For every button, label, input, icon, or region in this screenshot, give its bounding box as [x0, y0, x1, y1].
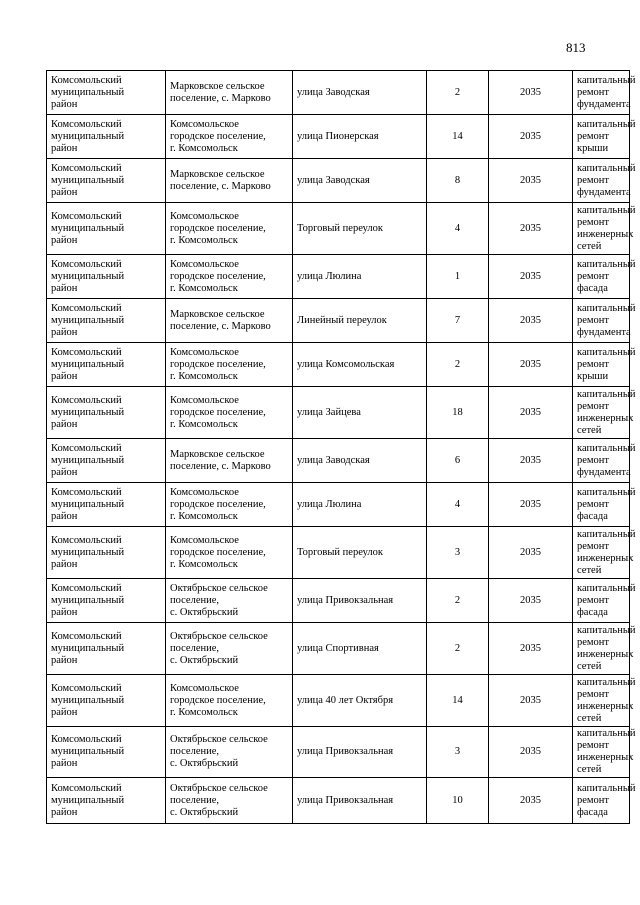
- district-cell-text: Комсомольский муниципальный район: [51, 630, 125, 666]
- district-cell: [47, 439, 166, 483]
- district-cell: [47, 675, 166, 727]
- table-row: [47, 675, 630, 727]
- house-number-cell: [427, 727, 489, 778]
- year-cell: [489, 387, 573, 439]
- settlement-cell-text: Комсомольское городское поселение, г. Комсомольск: [170, 210, 266, 246]
- year-cell-text: 2035: [520, 314, 541, 326]
- year-cell: [489, 115, 573, 159]
- district-cell: [47, 255, 166, 299]
- street-cell-text: улица 40 лет Октября: [297, 694, 394, 706]
- year-cell-text: 2035: [520, 498, 541, 510]
- house-number-cell-text: 2: [454, 594, 461, 606]
- house-number-cell-text: 7: [454, 314, 461, 326]
- house-number-cell: [427, 527, 489, 579]
- district-cell-text: Комсомольский муниципальный район: [51, 346, 125, 382]
- street-cell-text: Торговый переулок: [297, 546, 383, 558]
- settlement-cell-text: Октябрьское сельское поселение, с. Октябрьский: [170, 734, 268, 769]
- table-row: [47, 159, 630, 203]
- district-cell-text: Комсомольский муниципальный район: [51, 118, 125, 154]
- house-number-cell: [427, 159, 489, 203]
- house-number-cell: [427, 203, 489, 255]
- year-cell-text: 2035: [520, 746, 541, 757]
- year-cell-text: 2035: [520, 358, 541, 370]
- district-cell: [47, 159, 166, 203]
- work-type-cell: [573, 579, 636, 623]
- district-cell: [47, 387, 166, 439]
- work-type-cell: [573, 299, 636, 343]
- work-type-cell: [573, 675, 636, 727]
- year-cell: [489, 483, 573, 527]
- work-type-cell-text: капитальный ремонт инженерных сетей: [577, 204, 636, 252]
- district-cell: [47, 71, 166, 115]
- year-cell: [489, 675, 573, 727]
- year-cell-text: 2035: [520, 130, 541, 142]
- settlement-cell: [166, 159, 293, 203]
- year-cell: [489, 343, 573, 387]
- street-cell: [293, 623, 427, 675]
- house-number-cell: [427, 255, 489, 299]
- settlement-cell: [166, 387, 293, 439]
- house-number-cell-text: 1: [454, 270, 461, 282]
- street-cell: [293, 483, 427, 527]
- settlement-cell: [166, 71, 293, 115]
- work-type-cell: [573, 387, 636, 439]
- work-type-cell-text: капитальный ремонт фасада: [577, 782, 636, 818]
- settlement-cell: [166, 203, 293, 255]
- year-cell-text: 2035: [520, 454, 541, 466]
- district-cell-text: Комсомольский муниципальный район: [51, 734, 125, 769]
- year-cell: [489, 439, 573, 483]
- district-cell-text: Комсомольский муниципальный район: [51, 442, 125, 478]
- district-cell-text: Комсомольский муниципальный район: [51, 302, 125, 338]
- district-cell: [47, 483, 166, 527]
- work-type-cell-text: капитальный ремонт фасада: [577, 486, 636, 522]
- house-number-cell: [427, 778, 489, 824]
- year-cell-text: 2035: [520, 694, 541, 706]
- year-cell-text: 2035: [520, 270, 541, 282]
- table-row: [47, 579, 630, 623]
- settlement-cell-text: Комсомольское городское поселение, г. Комсомольск: [170, 258, 266, 294]
- work-type-cell: [573, 439, 636, 483]
- settlement-cell: [166, 439, 293, 483]
- year-cell: [489, 255, 573, 299]
- house-number-cell: [427, 439, 489, 483]
- district-cell: [47, 203, 166, 255]
- settlement-cell-text: Октябрьское сельское поселение, с. Октябрьский: [170, 582, 268, 618]
- settlement-cell: [166, 623, 293, 675]
- table-row: [47, 439, 630, 483]
- year-cell: [489, 71, 573, 115]
- work-type-cell: [573, 623, 636, 675]
- street-cell: [293, 115, 427, 159]
- street-cell: [293, 203, 427, 255]
- district-cell-text: Комсомольский муниципальный район: [51, 258, 125, 294]
- house-number-cell-text: 10: [452, 794, 463, 806]
- district-cell: [47, 343, 166, 387]
- settlement-cell: [166, 299, 293, 343]
- settlement-cell-text: Комсомольское городское поселение, г. Комсомольск: [170, 346, 266, 382]
- table-row: [47, 299, 630, 343]
- year-cell: [489, 579, 573, 623]
- street-cell: [293, 255, 427, 299]
- settlement-cell: [166, 675, 293, 727]
- settlement-cell-text: Комсомольское городское поселение, г. Комсомольск: [170, 118, 266, 154]
- year-cell-text: 2035: [520, 546, 541, 558]
- work-type-cell-text: капитальный ремонт инженерных сетей: [577, 624, 636, 672]
- year-cell-text: 2035: [520, 406, 541, 418]
- work-type-cell: [573, 727, 636, 778]
- house-number-cell: [427, 675, 489, 727]
- settlement-cell-text: Марковское сельское поселение, с. Марково: [170, 448, 271, 472]
- district-cell-text: Комсомольский муниципальный район: [51, 782, 125, 818]
- house-number-cell: [427, 343, 489, 387]
- house-number-cell-text: 3: [454, 746, 461, 757]
- work-type-cell-text: капитальный ремонт фундамента: [577, 442, 636, 478]
- district-cell: [47, 727, 166, 778]
- settlement-cell: [166, 343, 293, 387]
- year-cell: [489, 203, 573, 255]
- settlement-cell: [166, 483, 293, 527]
- street-cell-text: улица Комсомольская: [297, 358, 395, 370]
- year-cell: [489, 299, 573, 343]
- house-number-cell-text: 3: [454, 546, 461, 558]
- house-number-cell-text: 6: [454, 454, 461, 466]
- year-cell-text: 2035: [520, 174, 541, 186]
- work-type-cell-text: капитальный ремонт фундамента: [577, 302, 636, 338]
- settlement-cell: [166, 579, 293, 623]
- work-type-cell-text: капитальный ремонт инженерных сетей: [577, 676, 636, 724]
- repair-schedule-table: [46, 70, 636, 824]
- house-number-cell-text: 18: [452, 406, 463, 418]
- year-cell: [489, 727, 573, 778]
- district-cell-text: Комсомольский муниципальный район: [51, 162, 125, 198]
- work-type-cell: [573, 203, 636, 255]
- district-cell: [47, 623, 166, 675]
- district-cell-text: Комсомольский муниципальный район: [51, 534, 125, 570]
- table-body: [47, 71, 636, 824]
- house-number-cell: [427, 579, 489, 623]
- house-number-cell: [427, 623, 489, 675]
- house-number-cell-text: 8: [454, 174, 461, 186]
- house-number-cell-text: 2: [454, 358, 461, 370]
- street-cell-text: улица Привокзальная: [297, 794, 394, 806]
- table-row: [47, 623, 630, 675]
- settlement-cell: [166, 727, 293, 778]
- settlement-cell-text: Марковское сельское поселение, с. Марково: [170, 80, 271, 104]
- table-row: [47, 343, 630, 387]
- work-type-cell-text: капитальный ремонт крыши: [577, 346, 636, 382]
- work-type-cell-text: капитальный ремонт фасада: [577, 582, 636, 618]
- work-type-cell: [573, 255, 636, 299]
- table-row: [47, 115, 630, 159]
- year-cell-text: 2035: [520, 594, 541, 606]
- year-cell: [489, 778, 573, 824]
- house-number-cell-text: 14: [452, 694, 463, 706]
- house-number-cell: [427, 387, 489, 439]
- street-cell: [293, 675, 427, 727]
- page-number: 813: [566, 40, 586, 55]
- street-cell: [293, 527, 427, 579]
- district-cell: [47, 778, 166, 824]
- house-number-cell-text: 4: [454, 498, 461, 510]
- house-number-cell: [427, 483, 489, 527]
- street-cell: [293, 299, 427, 343]
- street-cell-text: улица Заводская: [297, 174, 370, 186]
- house-number-cell: [427, 115, 489, 159]
- year-cell-text: 2035: [520, 794, 541, 806]
- street-cell-text: улица Люлина: [297, 498, 362, 510]
- settlement-cell: [166, 778, 293, 824]
- year-cell-text: 2035: [520, 642, 541, 654]
- street-cell-text: улица Заводская: [297, 454, 370, 466]
- district-cell: [47, 527, 166, 579]
- settlement-cell: [166, 527, 293, 579]
- work-type-cell-text: капитальный ремонт фундамента: [577, 162, 636, 198]
- year-cell-text: 2035: [520, 222, 541, 234]
- year-cell-text: 2035: [520, 86, 541, 98]
- street-cell-text: улица Привокзальная: [297, 594, 394, 606]
- year-cell: [489, 623, 573, 675]
- work-type-cell: [573, 527, 636, 579]
- house-number-cell-text: 2: [454, 642, 461, 654]
- house-number-cell: [427, 71, 489, 115]
- house-number-cell: [427, 299, 489, 343]
- district-cell: [47, 115, 166, 159]
- year-cell: [489, 527, 573, 579]
- settlement-cell-text: Комсомольское городское поселение, г. Комсомольск: [170, 394, 266, 430]
- street-cell: [293, 343, 427, 387]
- settlement-cell-text: Марковское сельское поселение, с. Марково: [170, 308, 271, 332]
- street-cell-text: улица Пионерская: [297, 130, 379, 142]
- settlement-cell-text: Комсомольское городское поселение, г. Комсомольск: [170, 486, 266, 522]
- work-type-cell: [573, 343, 636, 387]
- district-cell: [47, 579, 166, 623]
- settlement-cell-text: Комсомольское городское поселение, г. Комсомольск: [170, 534, 266, 570]
- table-row: [47, 203, 630, 255]
- work-type-cell: [573, 115, 636, 159]
- house-number-cell-text: 2: [454, 86, 461, 98]
- settlement-cell-text: Комсомольское городское поселение, г. Комсомольск: [170, 682, 266, 718]
- work-type-cell-text: капитальный ремонт инженерных сетей: [577, 728, 636, 775]
- house-number-cell-text: 14: [452, 130, 463, 142]
- settlement-cell-text: Октябрьское сельское поселение, с. Октябрьский: [170, 630, 268, 666]
- table-row: [47, 483, 630, 527]
- work-type-cell-text: капитальный ремонт крыши: [577, 118, 636, 154]
- settlement-cell: [166, 255, 293, 299]
- street-cell-text: улица Спортивная: [297, 642, 379, 654]
- street-cell: [293, 727, 427, 778]
- year-cell: [489, 159, 573, 203]
- work-type-cell: [573, 483, 636, 527]
- district-cell: [47, 299, 166, 343]
- table-row: [47, 778, 630, 824]
- street-cell: [293, 387, 427, 439]
- district-cell-text: Комсомольский муниципальный район: [51, 582, 125, 618]
- table-row: [47, 727, 630, 778]
- district-cell-text: Комсомольский муниципальный район: [51, 394, 125, 430]
- street-cell-text: улица Заводская: [297, 86, 370, 98]
- street-cell-text: улица Люлина: [297, 270, 362, 282]
- settlement-cell-text: Марковское сельское поселение, с. Марково: [170, 168, 271, 192]
- district-cell-text: Комсомольский муниципальный район: [51, 210, 125, 246]
- work-type-cell-text: капитальный ремонт фундамента: [577, 74, 636, 110]
- street-cell: [293, 579, 427, 623]
- street-cell-text: Торговый переулок: [297, 222, 383, 234]
- table-row: [47, 255, 630, 299]
- street-cell-text: улица Привокзальная: [297, 746, 394, 757]
- street-cell: [293, 778, 427, 824]
- work-type-cell-text: капитальный ремонт инженерных сетей: [577, 388, 636, 436]
- district-cell-text: Комсомольский муниципальный район: [51, 682, 125, 718]
- district-cell-text: Комсомольский муниципальный район: [51, 74, 125, 110]
- settlement-cell: [166, 115, 293, 159]
- street-cell-text: улица Зайцева: [297, 406, 361, 418]
- district-cell-text: Комсомольский муниципальный район: [51, 486, 125, 522]
- table-row: [47, 71, 630, 115]
- work-type-cell: [573, 778, 636, 824]
- street-cell: [293, 439, 427, 483]
- work-type-cell-text: капитальный ремонт инженерных сетей: [577, 528, 636, 576]
- house-number-cell-text: 4: [454, 222, 461, 234]
- street-cell-text: Линейный переулок: [297, 314, 387, 326]
- work-type-cell-text: капитальный ремонт фасада: [577, 258, 636, 294]
- work-type-cell: [573, 71, 636, 115]
- street-cell: [293, 71, 427, 115]
- table-row: [47, 387, 630, 439]
- table-row: [47, 527, 630, 579]
- work-type-cell: [573, 159, 636, 203]
- settlement-cell-text: Октябрьское сельское поселение, с. Октябрьский: [170, 782, 268, 818]
- street-cell: [293, 159, 427, 203]
